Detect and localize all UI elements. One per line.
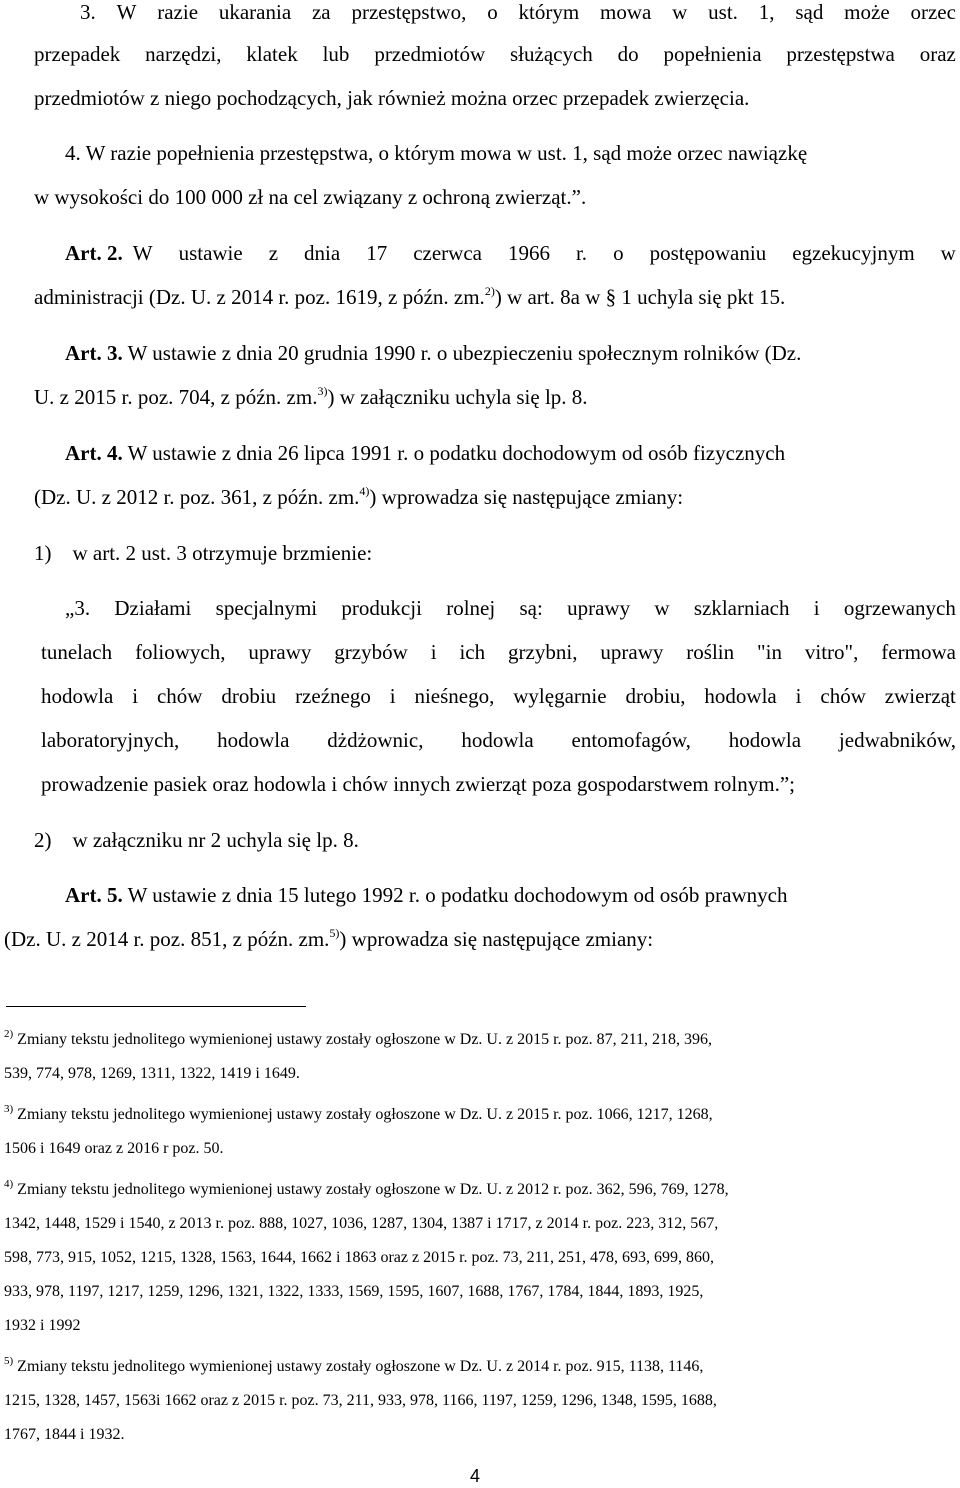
footnote-3-mark: 3) — [4, 1103, 14, 1115]
art-2-line-1 — [65, 239, 956, 267]
word: r. — [575, 241, 588, 265]
art-4-quote-line-3 — [41, 682, 956, 710]
word: postępowaniu — [649, 241, 767, 265]
word: tunelach — [41, 640, 113, 664]
art-5-citation: (Dz. U. z 2014 r. poz. 851, z późn. zm. — [4, 927, 330, 951]
art-4-label: Art. 4. — [65, 441, 123, 465]
footnote-5-line-3: 1767, 1844 i 1932. — [4, 1426, 125, 1443]
footnote-5-line-2: 1215, 1328, 1457, 1563i 1662 oraz z 2015 r. poz. 73, 211, 933, 978, 1166, 1197, 1259, 1296, 1348, 1595, 1688, — [4, 1392, 717, 1409]
art-5-text: W ustawie z dnia 15 lutego 1992 r. o podatku dochodowym od osób prawnych — [127, 883, 788, 907]
word: nieśnego, — [414, 684, 495, 708]
word: do — [617, 42, 639, 66]
footnote-4-line-5: 1932 i 1992 — [4, 1317, 81, 1334]
word: uprawy — [248, 640, 312, 664]
page-number: 4 — [470, 1466, 481, 1486]
art-2-amendment: ) w art. 8a w § 1 uchyla się pkt 15. — [494, 285, 786, 309]
footnote-3-text: Zmiany tekstu jednolitego wymienionej ustawy zostały ogłoszone w Dz. U. z 2015 r. poz. 1066, 1217, 1268, — [17, 1106, 713, 1123]
word: w — [672, 0, 688, 24]
art-3-line-1 — [65, 339, 801, 367]
footnote-5-line-1 — [4, 1356, 703, 1378]
art-4-quote-line-5: prowadzenie pasiek oraz hodowla i chów innych zwierząt poza gospodarstwem rolnym.”; — [41, 772, 795, 796]
word: i — [795, 684, 802, 708]
word: fermowa — [881, 640, 956, 664]
word: produkcji — [341, 596, 422, 620]
word: z — [268, 241, 279, 265]
footnote-2-line-1 — [4, 1029, 712, 1051]
word: rolnej — [446, 596, 496, 620]
word: przedmiotów — [374, 42, 486, 66]
word: dnia — [304, 241, 341, 265]
word: chów — [156, 684, 203, 708]
word: przepadek — [34, 42, 121, 66]
art-4-item-2: 2) w załączniku nr 2 uchyla się lp. 8. — [34, 828, 359, 852]
footnote-3-line-1 — [4, 1104, 713, 1126]
footnote-2-mark: 2) — [4, 1028, 14, 1040]
art-5-line-1 — [65, 881, 787, 909]
word: vitro", — [804, 640, 859, 664]
word: Działami — [114, 596, 192, 620]
art-3-citation: U. z 2015 r. poz. 704, z późn. zm. — [34, 385, 318, 409]
art-4-line-1 — [65, 439, 785, 467]
art-4-footnote-ref: 4) — [359, 484, 370, 498]
word: którym — [518, 0, 580, 24]
word: ust. — [708, 0, 738, 24]
art-4-quote-line-1 — [65, 594, 956, 622]
footnote-4-line-2: 1342, 1448, 1529 i 1540, z 2013 r. poz. 888, 1027, 1036, 1287, 1304, 1387 i 1717, z 2014 r. poz. 223, 312, 567, — [4, 1215, 719, 1232]
art-2-line-2 — [34, 283, 785, 311]
word: 3. — [80, 0, 96, 24]
art-3-text: W ustawie z dnia 20 grudnia 1990 r. o ubezpieczeniu społecznym rolników (Dz. — [127, 341, 802, 365]
art-5-amendment: ) wprowadza się następujące zmiany: — [339, 927, 654, 951]
word: są: — [519, 596, 543, 620]
word: mowa — [600, 0, 652, 24]
word: i — [813, 596, 820, 620]
art-2-text — [133, 239, 956, 267]
word: grzybów — [334, 640, 408, 664]
word: służących — [510, 42, 593, 66]
section-4-line-1: 4. W razie popełnienia przestępstwa, o którym mowa w ust. 1, sąd może orzec nawiązkę — [65, 141, 808, 165]
word: ustawie — [178, 241, 243, 265]
word: hodowla — [217, 728, 290, 752]
word: „3. — [65, 596, 91, 620]
word: czerwca — [413, 241, 482, 265]
word: hodowla — [704, 684, 777, 708]
art-3-label: Art. 3. — [65, 341, 123, 365]
word: sąd — [795, 0, 824, 24]
art-3-footnote-ref: 3) — [317, 384, 328, 398]
word: W — [116, 0, 137, 24]
art-3-amendment: ) w załączniku uchyla się lp. 8. — [327, 385, 588, 409]
word: hodowla — [728, 728, 802, 752]
art-5-line-2 — [4, 925, 653, 953]
art-4-citation: (Dz. U. z 2012 r. poz. 361, z późn. zm. — [34, 485, 360, 509]
word: drobiu — [221, 684, 277, 708]
art-4-line-2 — [34, 483, 683, 511]
art-2-footnote-ref: 2) — [484, 284, 495, 298]
footnote-4-mark: 4) — [4, 1178, 14, 1190]
word: rzeźnego — [295, 684, 371, 708]
word: entomofagów, — [571, 728, 691, 752]
word: chów — [820, 684, 866, 708]
word: uprawy — [567, 596, 631, 620]
word: razie — [157, 0, 199, 24]
art-5-label: Art. 5. — [65, 883, 123, 907]
art-4-item-1: 1) w art. 2 ust. 3 otrzymuje brzmienie: — [34, 541, 373, 565]
word: zwierząt — [884, 684, 956, 708]
section-3-line-2 — [34, 40, 956, 68]
word: foliowych, — [135, 640, 226, 664]
footnote-4-line-3: 598, 773, 915, 1052, 1215, 1328, 1563, 1644, 1662 i 1863 oraz z 2015 r. poz. 73, 211, 251, 478, 693, 699, 860, — [4, 1249, 715, 1266]
word: przestępstwo, — [351, 0, 467, 24]
word: za — [311, 0, 331, 24]
word: w — [940, 241, 956, 265]
word: "in — [757, 640, 782, 664]
word: w — [654, 596, 670, 620]
word: popełnienia — [663, 42, 762, 66]
section-3-line-3: przedmiotów z niego pochodzących, jak również można orzec przepadek zwierzęcia. — [34, 86, 750, 110]
word: 17 — [366, 241, 388, 265]
art-4-quote-line-2 — [41, 638, 956, 666]
footnote-2-text: Zmiany tekstu jednolitego wymienionej ustawy zostały ogłoszone w Dz. U. z 2015 r. poz. 87, 211, 218, 396, — [17, 1031, 713, 1048]
art-4-text: W ustawie z dnia 26 lipca 1991 r. o podatku dochodowym od osób fizycznych — [127, 441, 786, 465]
word: egzekucyjnym — [792, 241, 915, 265]
word: W — [132, 241, 153, 265]
word: grzybni, — [508, 640, 578, 664]
footnote-separator — [6, 1006, 306, 1007]
word: o — [487, 0, 498, 24]
word: szklarniach — [693, 596, 790, 620]
footnote-4-text: Zmiany tekstu jednolitego wymienionej ustawy zostały ogłoszone w Dz. U. z 2012 r. poz. 362, 596, 769, 1278, — [17, 1181, 729, 1198]
word: oraz — [919, 42, 956, 66]
word: orzec — [910, 0, 956, 24]
section-3-line-1 — [80, 0, 956, 26]
art-2-citation: administracji (Dz. U. z 2014 r. poz. 1619, z późn. zm. — [34, 285, 485, 309]
word: uprawy — [600, 640, 664, 664]
word: specjalnymi — [215, 596, 318, 620]
word: drobiu, — [625, 684, 686, 708]
word: hodowla — [461, 728, 534, 752]
footnote-4-line-4: 933, 978, 1197, 1217, 1259, 1296, 1321, 1322, 1333, 1569, 1595, 1607, 1688, 1767, 1784, 1844, 1893, 1925, — [4, 1283, 704, 1300]
word: jedwabników, — [838, 728, 956, 752]
word: wylęgarnie — [513, 684, 607, 708]
section-4-line-2: w wysokości do 100 000 zł na cel związany z ochroną zwierząt.”. — [34, 185, 587, 209]
art-3-line-2 — [34, 383, 588, 411]
word: ukarania — [218, 0, 292, 24]
footnote-2-line-2: 539, 774, 978, 1269, 1311, 1322, 1419 i 1649. — [4, 1065, 300, 1082]
word: i — [132, 684, 139, 708]
art-2-label: Art. 2. — [65, 241, 123, 265]
footnote-5-mark: 5) — [4, 1355, 14, 1367]
word: laboratoryjnych, — [41, 728, 180, 752]
footnote-3-line-2: 1506 i 1649 oraz z 2016 r poz. 50. — [4, 1140, 224, 1157]
word: hodowla — [41, 684, 114, 708]
art-4-amendment: ) wprowadza się następujące zmiany: — [369, 485, 684, 509]
footnote-5-text: Zmiany tekstu jednolitego wymienionej ustawy zostały ogłoszone w Dz. U. z 2014 r. poz. 915, 1138, 1146, — [17, 1358, 704, 1375]
word: narzędzi, — [145, 42, 222, 66]
word: ich — [459, 640, 486, 664]
word: i — [430, 640, 437, 664]
art-4-quote-line-4 — [41, 726, 956, 754]
word: klatek — [246, 42, 298, 66]
word: 1, — [758, 0, 775, 24]
word: może — [844, 0, 890, 24]
word: roślin — [686, 640, 735, 664]
art-5-footnote-ref: 5) — [329, 926, 340, 940]
word: ogrzewanych — [843, 596, 956, 620]
word: lub — [322, 42, 350, 66]
word: przestępstwa — [786, 42, 895, 66]
footnote-4-line-1 — [4, 1179, 729, 1201]
word: o — [613, 241, 624, 265]
word: 1966 — [507, 241, 550, 265]
word: dżdżownic, — [327, 728, 424, 752]
word: i — [389, 684, 396, 708]
